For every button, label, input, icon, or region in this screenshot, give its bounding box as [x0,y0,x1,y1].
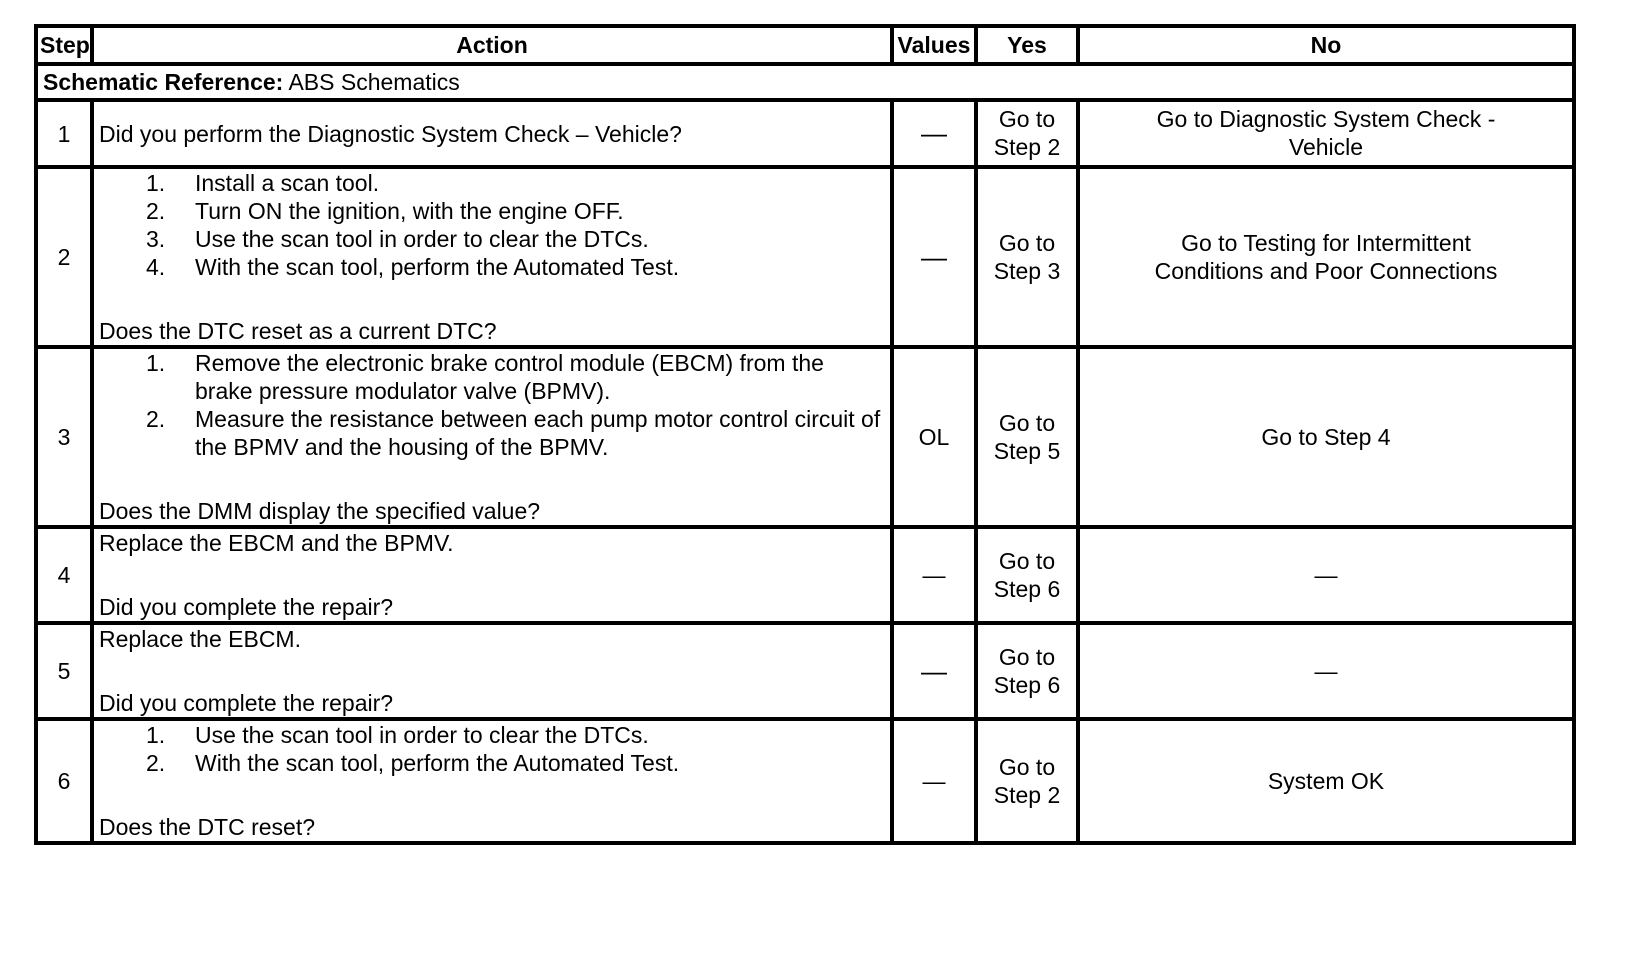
value-text: — [921,655,947,686]
no-text: — [1314,562,1338,588]
header-values: Values [892,26,976,64]
step-number: 3 [36,347,92,527]
action-steps [99,169,885,281]
schematic-reference [36,64,1574,100]
yes-text: Go to [998,230,1056,256]
list-item: 2. With the scan tool, perform the Automated Test. [146,750,680,776]
step-number: 2 [36,167,92,347]
yes-text: Step 2 [993,782,1061,808]
list-item: 4. With the scan tool, perform the Automated Test. [146,254,680,280]
list-item: 1. Remove the electronic brake control module (EBCM) from the brake pressure modulator valve (BPMV). [146,350,824,404]
list-item: 1. Use the scan tool in order to clear the DTCs. [146,722,649,748]
value-cell [892,527,976,623]
action-question: Did you complete the repair? [99,690,394,716]
yes-cell[interactable] [976,527,1078,623]
yes-text: Go to [998,106,1056,132]
yes-text: Step 5 [993,438,1061,464]
table-row [36,347,1574,527]
diagnostic-table [34,24,1576,845]
table-row [36,100,1574,167]
action-question: Did you complete the repair? [99,594,394,620]
table-row [36,167,1574,347]
yes-cell[interactable] [976,100,1078,167]
value-text: — [922,768,946,794]
yes-cell[interactable] [976,719,1078,843]
action-text: Replace the EBCM. [99,626,301,652]
value-text: — [921,118,947,148]
action-cell [92,100,892,167]
action-question: Does the DMM display the specified value? [99,498,541,524]
yes-text: Step 2 [993,134,1061,160]
value-text: — [921,241,947,272]
table-row [36,623,1574,719]
header-step: Step [36,26,92,64]
list-item: 1. Install a scan tool. [146,170,380,196]
action-steps [99,349,885,461]
value-cell [892,167,976,347]
value-text: — [922,562,946,588]
yes-cell[interactable] [976,623,1078,719]
no-cell[interactable] [1078,100,1574,167]
header-yes: Yes [976,26,1078,64]
yes-text: Go to [998,410,1056,436]
action-cell [92,167,892,347]
no-cell[interactable] [1078,167,1574,347]
value-cell [892,623,976,719]
value-cell [892,719,976,843]
no-cell [1078,527,1574,623]
no-text: Vehicle [1288,134,1364,160]
action-cell [92,527,892,623]
list-item: 2. Measure the resistance between each pump motor control circuit of the BPMV and the housing of the BPMV. [146,406,881,460]
yes-text: Go to [998,548,1056,574]
header-no: No [1078,26,1574,64]
yes-text: Go to [998,754,1056,780]
step-number: 6 [36,719,92,843]
value-cell [892,100,976,167]
yes-text: Step 6 [993,672,1061,698]
header-row [36,26,1574,64]
list-item: 3. Use the scan tool in order to clear the DTCs. [146,226,649,252]
no-cell[interactable] [1078,719,1574,843]
action-cell [92,623,892,719]
schematic-reference-row [36,64,1574,100]
yes-text: Step 3 [993,258,1061,284]
no-text: Go to Diagnostic System Check - [1156,106,1496,132]
list-item: 2. Turn ON the ignition, with the engine OFF. [146,198,624,224]
table-row [36,527,1574,623]
no-text: — [1314,658,1338,684]
schematic-reference-label: Schematic Reference: [43,69,284,95]
action-question: Does the DTC reset as a current DTC? [99,318,497,344]
action-cell [92,347,892,527]
table-row [36,719,1574,843]
action-text: Did you perform the Diagnostic System Check – Vehicle? [99,120,682,147]
no-cell [1078,623,1574,719]
action-steps [99,721,885,777]
no-text: Go to Testing for Intermittent [1181,230,1471,256]
step-number: 5 [36,623,92,719]
no-text: System OK [1267,768,1385,794]
yes-cell[interactable] [976,167,1078,347]
no-text: Conditions and Poor Connections [1154,258,1498,284]
schematic-reference-link[interactable]: ABS Schematics [288,69,460,95]
action-cell [92,719,892,843]
no-cell[interactable] [1078,347,1574,527]
yes-text: Go to [998,644,1056,670]
action-text: Replace the EBCM and the BPMV. [99,530,454,556]
value-cell [892,347,976,527]
yes-cell[interactable] [976,347,1078,527]
no-text: Go to Step 4 [1261,424,1391,450]
step-number: 4 [36,527,92,623]
yes-text: Step 6 [993,576,1061,602]
step-number: 1 [36,100,92,167]
value-text: OL [918,424,950,450]
action-question: Does the DTC reset? [99,814,316,840]
header-action: Action [92,26,892,64]
